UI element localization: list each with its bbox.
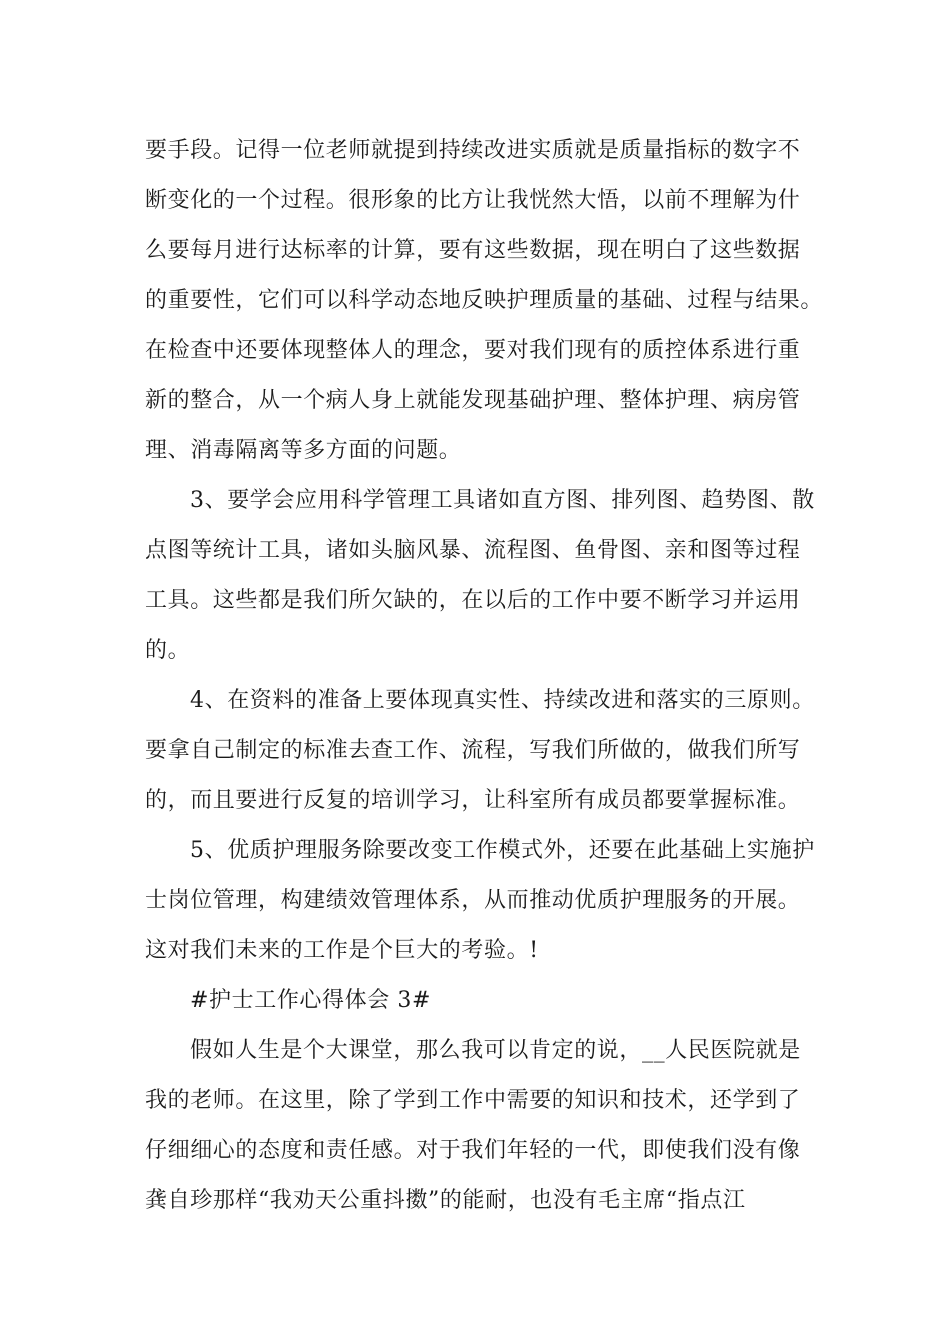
text-line: 要手段。记得一位老师就提到持续改进实质就是质量指标的数字不 bbox=[145, 138, 801, 163]
paragraph-start: 假如人生是个大课堂，那么我可以肯定的说，__人民医院就是 bbox=[190, 1038, 801, 1063]
text-line: 工具。这些都是我们所欠缺的，在以后的工作中要不断学习并运用 bbox=[145, 588, 801, 613]
text-line: 我的老师。在这里，除了学到工作中需要的知识和技术，还学到了 bbox=[145, 1088, 801, 1113]
text-line: 的，而且要进行反复的培训学习，让科室所有成员都要掌握标准。 bbox=[145, 788, 801, 813]
text-line: 龚自珍那样“我劝天公重抖擞”的能耐，也没有毛主席“指点江 bbox=[145, 1188, 746, 1213]
text-line: 断变化的一个过程。很形象的比方让我恍然大悟，以前不理解为什 bbox=[145, 188, 801, 213]
paragraph-4-start: 4、在资料的准备上要体现真实性、持续改进和落实的三原则。 bbox=[190, 688, 815, 713]
text-line: 新的整合，从一个病人身上就能发现基础护理、整体护理、病房管 bbox=[145, 388, 801, 413]
text-line: 要拿自己制定的标准去查工作、流程，写我们所做的，做我们所写 bbox=[145, 738, 801, 763]
text-line: 士岗位管理，构建绩效管理体系，从而推动优质护理服务的开展。 bbox=[145, 888, 801, 913]
text-line: 的重要性，它们可以科学动态地反映护理质量的基础、过程与结果。 bbox=[145, 288, 824, 313]
text-line: 的。 bbox=[145, 638, 191, 663]
text-line: 么要每月进行达标率的计算，要有这些数据，现在明白了这些数据 bbox=[145, 238, 801, 263]
text-line: 点图等统计工具，诸如头脑风暴、流程图、鱼骨图、亲和图等过程 bbox=[145, 538, 801, 563]
section-heading: #护士工作心得体会 3# bbox=[190, 988, 432, 1013]
text-line: 仔细细心的态度和责任感。对于我们年轻的一代，即使我们没有像 bbox=[145, 1138, 801, 1163]
text-line: 在检查中还要体现整体人的理念，要对我们现有的质控体系进行重 bbox=[145, 338, 801, 363]
text-line: 理、消毒隔离等多方面的问题。 bbox=[145, 438, 462, 463]
paragraph-5-start: 5、优质护理服务除要改变工作模式外，还要在此基础上实施护 bbox=[190, 838, 815, 863]
paragraph-3-start: 3、要学会应用科学管理工具诸如直方图、排列图、趋势图、散 bbox=[190, 488, 815, 513]
text-line: 这对我们未来的工作是个巨大的考验。! bbox=[145, 938, 539, 963]
